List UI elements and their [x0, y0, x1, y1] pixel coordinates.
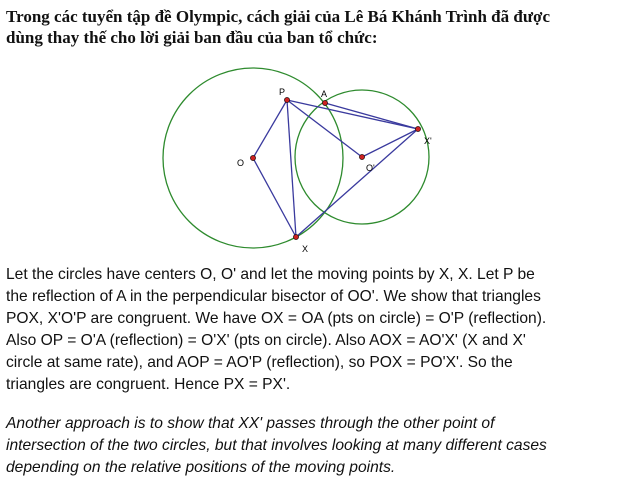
- heading-line-1: Trong các tuyển tập đề Olympic, cách giải của Lê Bá Khánh Trình đã được: [6, 7, 550, 26]
- segment-OP: [253, 100, 287, 158]
- label-X: X: [302, 244, 309, 254]
- heading-line-2: dùng thay thế cho lời giải ban đầu của ban tổ chức:: [6, 28, 378, 47]
- paragraph-line: the reflection of A in the perpendicular bisector of OO'. We show that triangles: [6, 288, 541, 305]
- segment-AX-prime: [325, 103, 418, 129]
- point-X-prime: [415, 126, 420, 131]
- segment-XX-prime: [296, 129, 418, 237]
- segment-OX: [253, 158, 296, 237]
- label-P: P: [279, 87, 286, 97]
- paragraph-line: triangles are congruent. Hence PX = PX'.: [6, 376, 291, 393]
- segment-O-prime-X-prime: [362, 129, 418, 157]
- solution-paragraph: [6, 264, 638, 396]
- point-O: [250, 155, 255, 160]
- paragraph-line: Let the circles have centers O, O' and let the moving points by X, X. Let P be: [6, 266, 535, 283]
- segment-PX: [287, 100, 296, 237]
- label-O-prime: O': [366, 163, 375, 173]
- point-A: [322, 100, 327, 105]
- paragraph-line: depending on the relative positions of the moving points.: [6, 459, 396, 476]
- paragraph-line: intersection of the two circles, but that involves looking at many different cases: [6, 437, 547, 454]
- point-P: [284, 97, 289, 102]
- label-O: O: [237, 158, 245, 168]
- paragraph-line: circle at same rate), and AOP = AO'P (reflection), so POX = PO'X'. So the: [6, 354, 513, 371]
- paragraph-line: Also OP = O'A (reflection) = O'X' (pts on circle). Also AOX = AO'X' (X and X': [6, 332, 526, 349]
- label-A: A: [321, 89, 328, 99]
- alternative-approach-paragraph: [6, 413, 638, 479]
- paragraph-line: Another approach is to show that XX' passes through the other point of: [6, 415, 495, 432]
- point-O-prime: [359, 154, 364, 159]
- paragraph-line: POX, X'O'P are congruent. We have OX = OA (pts on circle) = O'P (reflection).: [6, 310, 547, 327]
- point-X: [293, 234, 298, 239]
- label-X-prime: X': [424, 136, 432, 146]
